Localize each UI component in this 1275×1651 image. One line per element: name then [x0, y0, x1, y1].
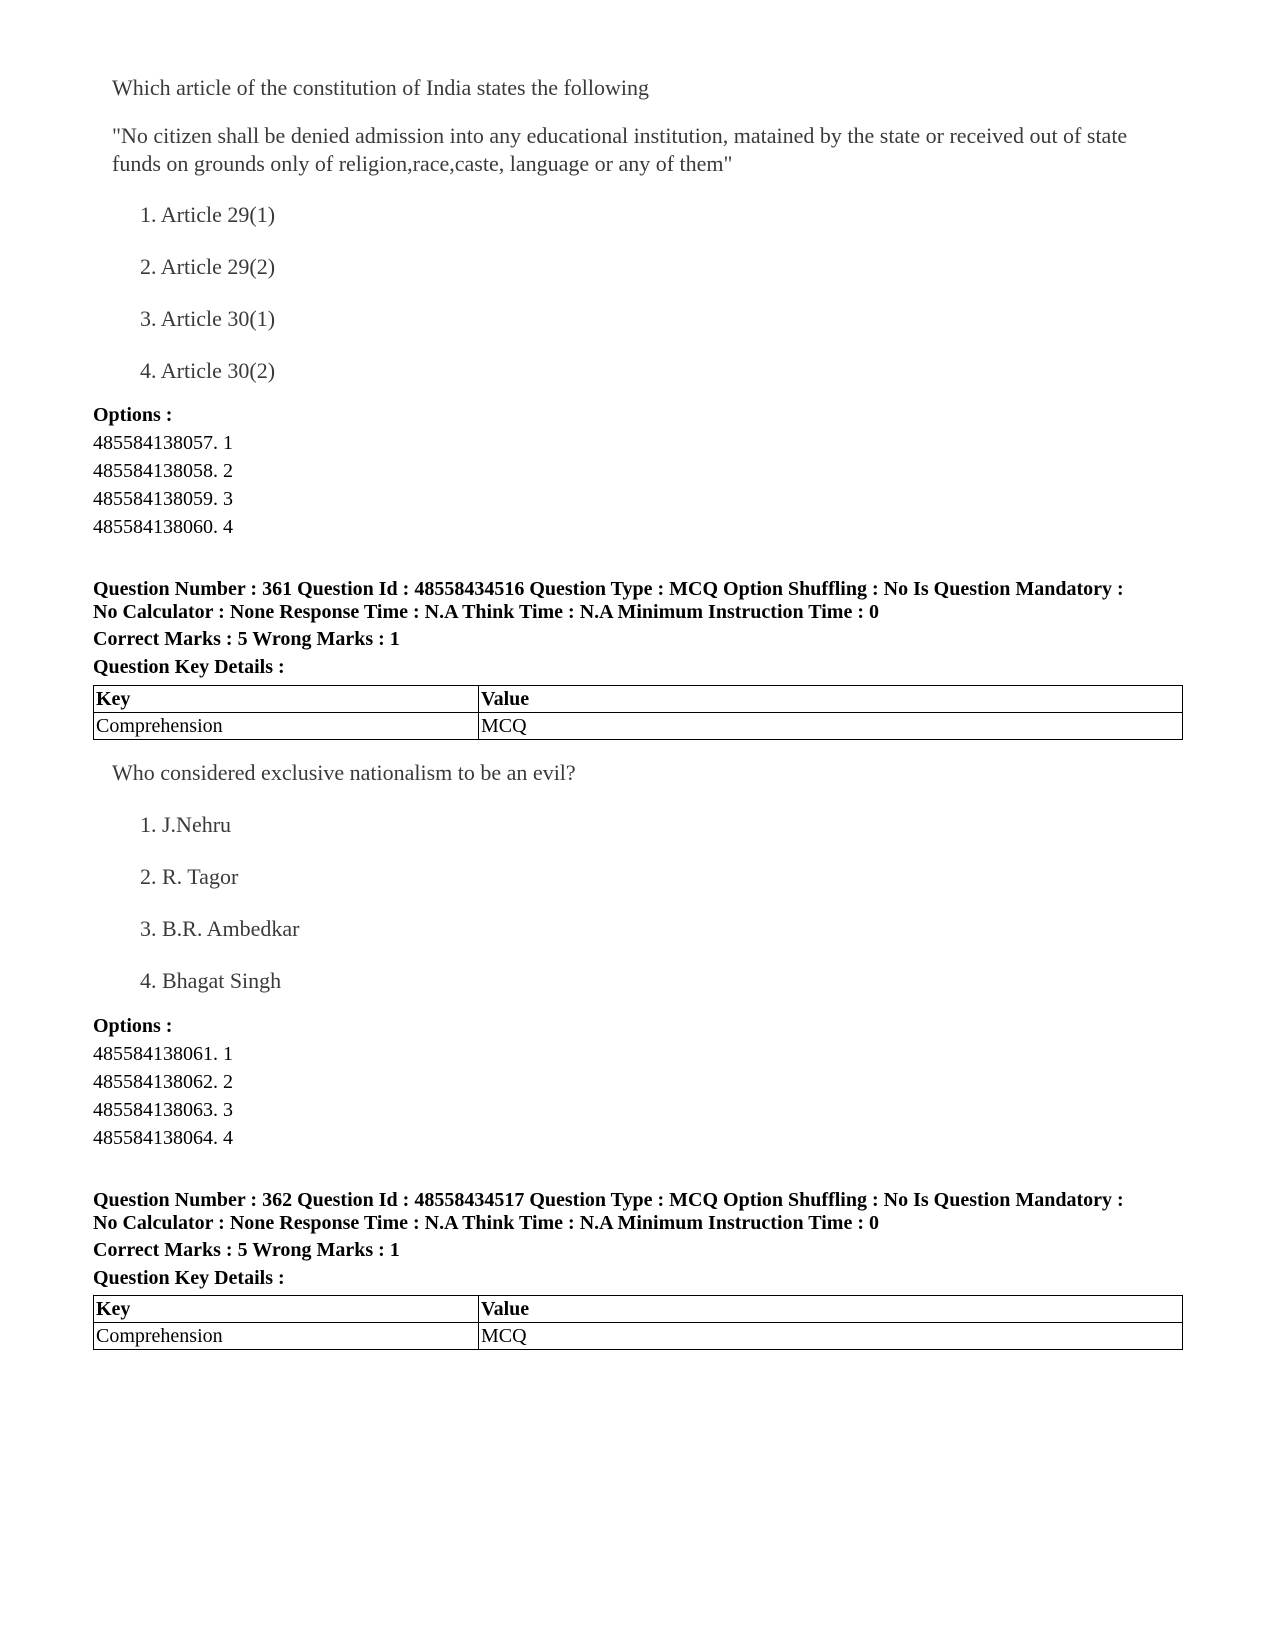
answer-choice-1: 1. Article 29(1): [140, 202, 276, 227]
option-id-4: 485584138064. 4: [93, 1127, 233, 1149]
question-key-details-label: Question Key Details :: [93, 1267, 285, 1289]
question-marks: Correct Marks : 5 Wrong Marks : 1: [93, 628, 400, 650]
table-row: [94, 1323, 1183, 1350]
table-cell-key: Comprehension: [94, 1323, 479, 1350]
table-header-row: [94, 686, 1183, 713]
question-meta-line-1: Question Number : 362 Question Id : 48558434517 Question Type : MCQ Option Shuffling : No Is Question Mandatory :: [93, 1189, 1124, 1211]
answer-choice-4: 4. Bhagat Singh: [140, 968, 282, 993]
option-id-3: 485584138059. 3: [93, 488, 233, 510]
table-header-value: Value: [479, 686, 1183, 713]
question-stem: Who considered exclusive nationalism to be an evil?: [112, 760, 576, 785]
table-header-value: Value: [479, 1296, 1183, 1323]
option-id-3: 485584138063. 3: [93, 1099, 233, 1121]
option-id-1: 485584138057. 1: [93, 432, 233, 454]
options-label: Options :: [93, 404, 173, 426]
table-header-row: [94, 1296, 1183, 1323]
question-quote: "No citizen shall be denied admission into any educational institution, matained by the state or received out of state funds on grounds only of religion,race,caste, language or any of them": [112, 123, 1128, 176]
key-details-table: [93, 1295, 1183, 1350]
question-stem: Which article of the constitution of India states the following: [112, 75, 650, 100]
table-cell-key: Comprehension: [94, 713, 479, 740]
answer-choice-4: 4. Article 30(2): [140, 358, 276, 383]
option-id-1: 485584138061. 1: [93, 1043, 233, 1065]
table-header-key: Key: [94, 1296, 479, 1323]
table-row: [94, 713, 1183, 740]
table-cell-value: MCQ: [479, 713, 1183, 740]
table-cell-value: MCQ: [479, 1323, 1183, 1350]
answer-choice-1: 1. J.Nehru: [140, 812, 232, 837]
option-id-4: 485584138060. 4: [93, 516, 233, 538]
answer-choice-2: 2. Article 29(2): [140, 254, 276, 279]
option-id-2: 485584138062. 2: [93, 1071, 233, 1093]
question-marks: Correct Marks : 5 Wrong Marks : 1: [93, 1239, 400, 1261]
question-meta-line-1: Question Number : 361 Question Id : 48558434516 Question Type : MCQ Option Shuffling : No Is Question Mandatory :: [93, 578, 1124, 600]
question-meta-line-2: No Calculator : None Response Time : N.A Think Time : N.A Minimum Instruction Time : 0: [93, 1212, 879, 1234]
question-meta-line-2: No Calculator : None Response Time : N.A Think Time : N.A Minimum Instruction Time : 0: [93, 601, 879, 623]
options-label: Options :: [93, 1015, 173, 1037]
answer-choice-3: 3. B.R. Ambedkar: [140, 916, 300, 941]
answer-choice-3: 3. Article 30(1): [140, 306, 276, 331]
question-key-details-label: Question Key Details :: [93, 656, 285, 678]
option-id-2: 485584138058. 2: [93, 460, 233, 482]
answer-choice-2: 2. R. Tagor: [140, 864, 239, 889]
table-header-key: Key: [94, 686, 479, 713]
key-details-table: [93, 685, 1183, 740]
